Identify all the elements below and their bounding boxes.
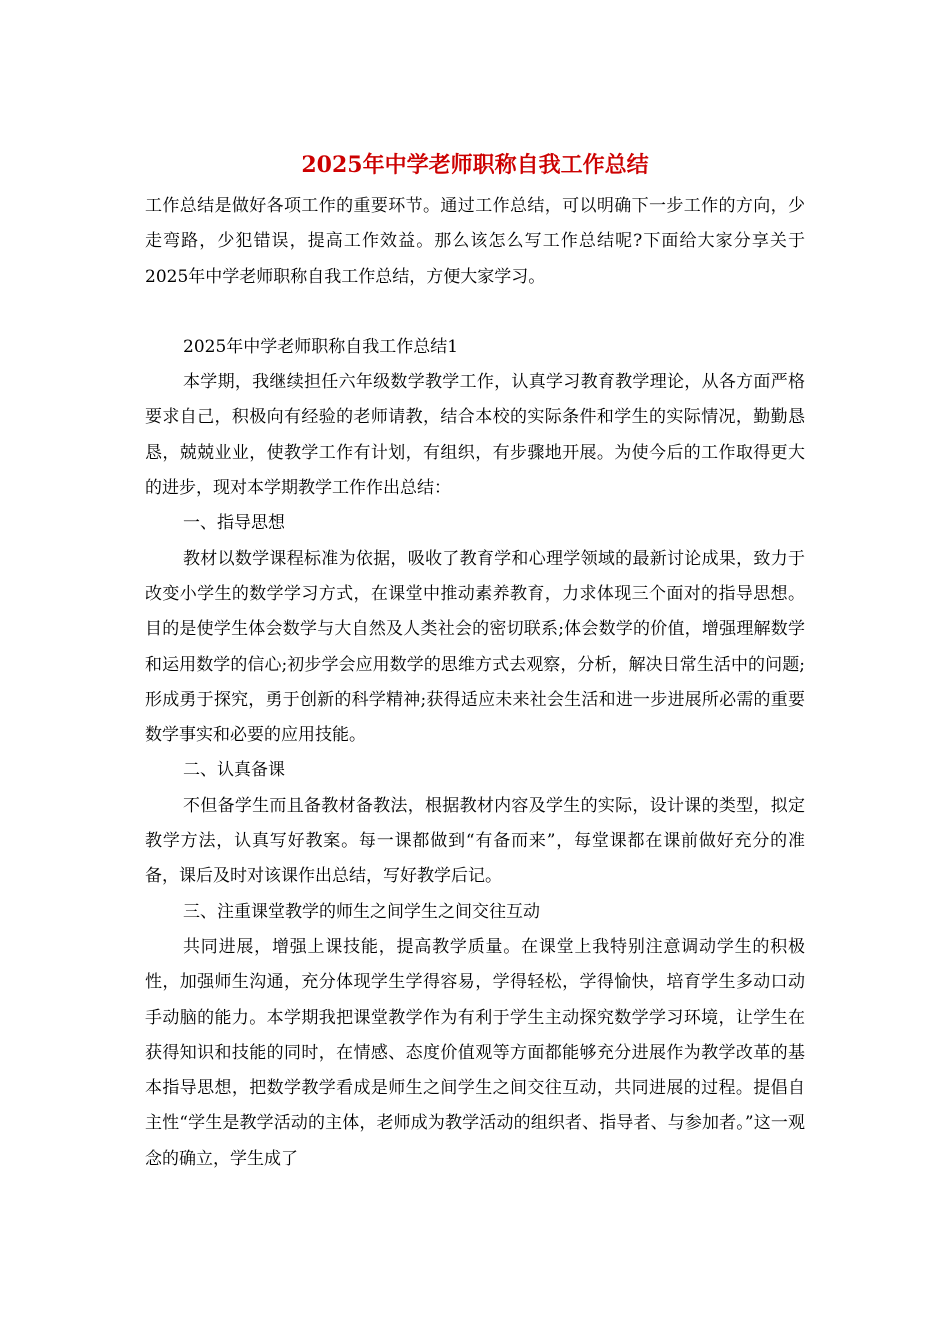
body-paragraph: 本学期，我继续担任六年级数学教学工作，认真学习教育教学理论，从各方面严格要求自己，积极向有经验的老师请教，结合本校的实际条件和学生的实际情况，勤勤恳恳，兢兢业业，使教学工作有计划，有组织，有步骤地开展。为使今后的工作取得更大的进步，现对本学期教学工作作出总结： xyxy=(145,372,805,499)
section-heading-guiding-thought: 一、指导思想 xyxy=(183,513,285,534)
body-paragraph: 不但备学生而且备教材备教法，根据教材内容及学生的实际，设计课的类型，拟定教学方法，认真写好教案。每一课都做到“有备而来”，每堂课都在课前做好充分的准备，课后及时对该课作出总结，写好教学后记。 xyxy=(145,795,805,887)
section-heading-summary-1: 2025年中学老师职称自我工作总结1 xyxy=(183,336,459,357)
section-heading-lesson-prep: 二、认真备课 xyxy=(183,760,285,781)
section-heading-classroom-interaction: 三、注重课堂教学的师生之间学生之间交往互动 xyxy=(183,901,540,922)
body-paragraph: 教材以数学课程标准为依据，吸收了教育学和心理学领域的最新讨论成果，致力于改变小学生的数学学习方式，在课堂中推动素养教育，力求体现三个面对的指导思想。目的是使学生体会数学与大自然及人类社会的密切联系;体会数学的价值，增强理解数学和运用数学的信心;初步学会应用数学的思维方式去观察，分析，解决日常生活中的问题;形成勇于探究，勇于创新的科学精神;获得适应未来社会生活和进一步进展所必需的重要数学事实和必要的应用技能。 xyxy=(145,548,805,746)
intro-paragraph: 工作总结是做好各项工作的重要环节。通过工作总结，可以明确下一步工作的方向，少走弯路，少犯错误，提高工作效益。那么该怎么写工作总结呢?下面给大家分享关于2025年中学老师职称自我工作总结，方便大家学习。 xyxy=(145,196,805,287)
document-title: 2025年中学老师职称自我工作总结 xyxy=(301,152,649,178)
document-page xyxy=(145,145,805,1177)
body-paragraph: 共同进展，增强上课技能，提高教学质量。在课堂上我特别注意调动学生的积极性，加强师生沟通，充分体现学生学得容易，学得轻松，学得愉快，培育学生多动口动手动脑的能力。本学期我把课堂教学作为有利于学生主动探究数学学习环境，让学生在获得知识和技能的同时，在情感、态度价值观等方面都能够充分进展作为教学改革的基本指导思想，把数学教学看成是师生之间学生之间交往互动，共同进展的过程。提倡自主性“学生是教学活动的主体，老师成为教学活动的组织者、指导者、与参加者。”这一观念的确立，学生成了 xyxy=(145,936,805,1169)
